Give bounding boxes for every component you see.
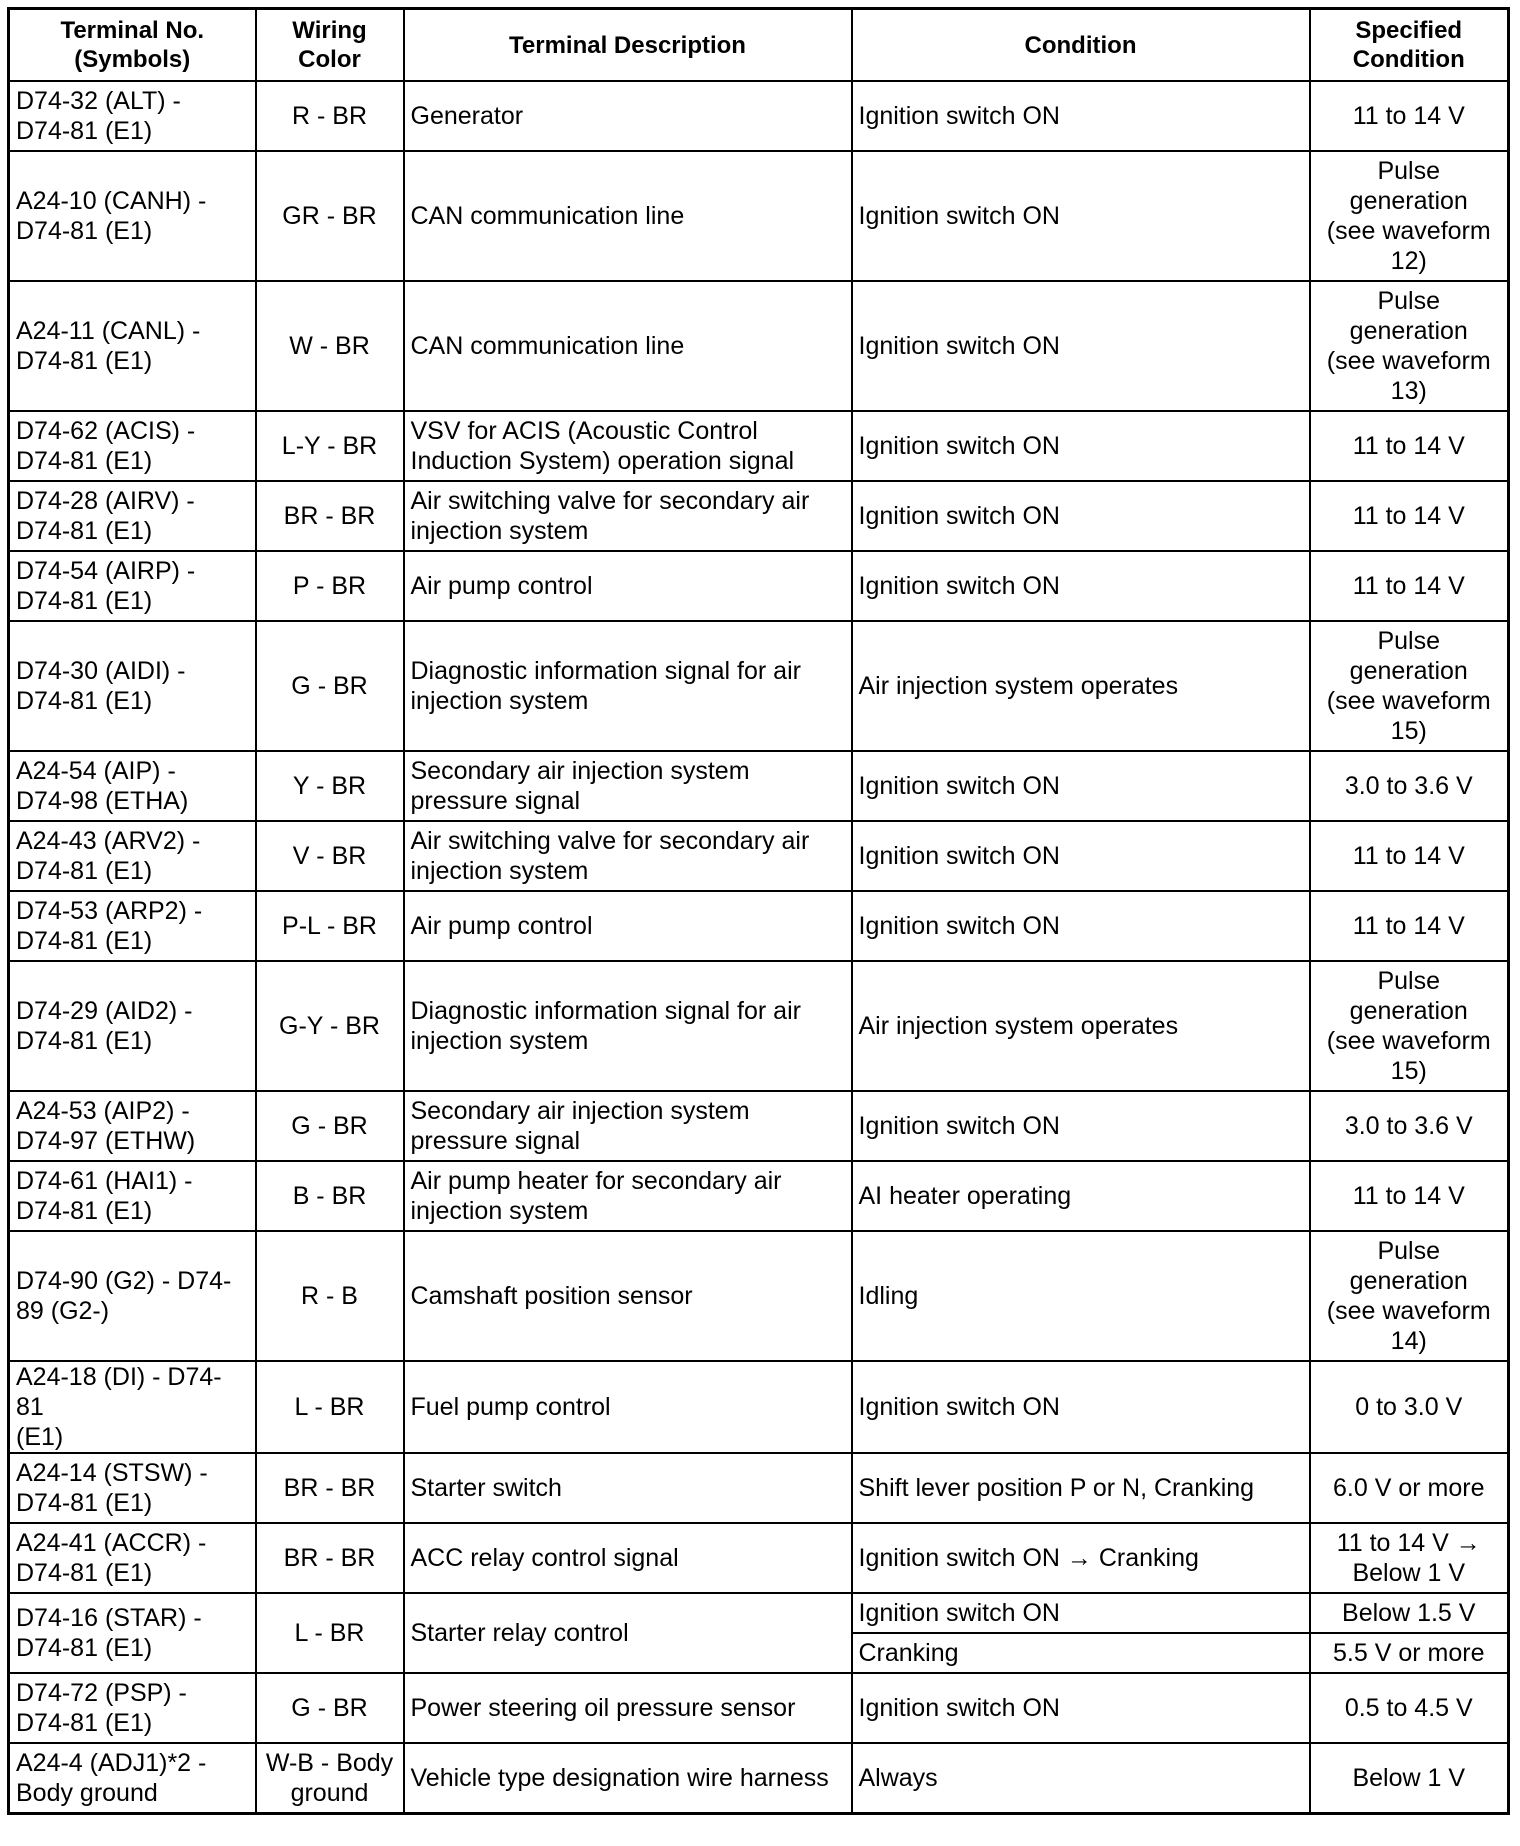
specified-condition-cell: Below 1 V [1310, 1743, 1509, 1814]
terminal-cell: A24-41 (ACCR) - D74-81 (E1) [9, 1523, 256, 1593]
header-terminal-description: Terminal Description [404, 9, 852, 82]
specified-condition-cell: 3.0 to 3.6 V [1310, 1091, 1509, 1161]
table-row [9, 751, 1509, 821]
table-row [9, 821, 1509, 891]
terminal-description-cell: Camshaft position sensor [404, 1231, 852, 1361]
terminal-cell: D74-28 (AIRV) - D74-81 (E1) [9, 481, 256, 551]
specified-condition-cell: Pulse generation (see waveform 15) [1310, 961, 1509, 1091]
terminal-description-cell: Vehicle type designation wire harness [404, 1743, 852, 1814]
condition-cell: Ignition switch ON [852, 1361, 1310, 1453]
table-row [9, 891, 1509, 961]
terminal-cell: D74-53 (ARP2) - D74-81 (E1) [9, 891, 256, 961]
terminal-cell: D74-90 (G2) - D74- 89 (G2-) [9, 1231, 256, 1361]
terminal-cell: D74-16 (STAR) - D74-81 (E1) [9, 1593, 256, 1673]
terminal-cell: A24-10 (CANH) - D74-81 (E1) [9, 151, 256, 281]
table-row [9, 151, 1509, 281]
condition-cell: Air injection system operates [852, 621, 1310, 751]
condition-cell: Always [852, 1743, 1310, 1814]
condition-cell: Ignition switch ON [852, 891, 1310, 961]
condition-cell: Shift lever position P or N, Cranking [852, 1453, 1310, 1523]
table-row [9, 1523, 1509, 1593]
header-wiring-color: Wiring Color [256, 9, 404, 82]
terminal-cell: D74-61 (HAI1) - D74-81 (E1) [9, 1161, 256, 1231]
wiring-color-cell: L - BR [256, 1361, 404, 1453]
condition-cell: Ignition switch ON [852, 411, 1310, 481]
wiring-color-cell: BR - BR [256, 481, 404, 551]
specified-condition-cell: 6.0 V or more [1310, 1453, 1509, 1523]
table-row [9, 961, 1509, 1091]
terminal-description-cell: Air switching valve for secondary air injection system [404, 481, 852, 551]
table-body [9, 81, 1509, 1814]
terminal-description-cell: Air pump control [404, 891, 852, 961]
specified-condition-cell: 11 to 14 V [1310, 481, 1509, 551]
wiring-color-cell: GR - BR [256, 151, 404, 281]
wiring-color-cell: G - BR [256, 1091, 404, 1161]
header-condition: Condition [852, 9, 1310, 82]
specified-condition-cell: 11 to 14 V [1310, 551, 1509, 621]
table-row [9, 281, 1509, 411]
wiring-color-cell: BR - BR [256, 1453, 404, 1523]
table-row [9, 81, 1509, 151]
specified-condition-cell: Pulse generation (see waveform 13) [1310, 281, 1509, 411]
terminal-cell: D74-54 (AIRP) - D74-81 (E1) [9, 551, 256, 621]
condition-cell: Ignition switch ON [852, 1673, 1310, 1743]
condition-cell: Air injection system operates [852, 961, 1310, 1091]
table-row [9, 481, 1509, 551]
terminal-description-cell: Air switching valve for secondary air injection system [404, 821, 852, 891]
condition-cell: Ignition switch ON → Cranking [852, 1523, 1310, 1593]
terminal-cell: D74-32 (ALT) - D74-81 (E1) [9, 81, 256, 151]
specified-condition-cell: 11 to 14 V [1310, 1161, 1509, 1231]
wiring-color-cell: G - BR [256, 1673, 404, 1743]
terminal-description-cell: Diagnostic information signal for air injection system [404, 961, 852, 1091]
wiring-color-cell: R - BR [256, 81, 404, 151]
specified-condition-cell: 0.5 to 4.5 V [1310, 1673, 1509, 1743]
wiring-color-cell: P-L - BR [256, 891, 404, 961]
specified-condition-cell: Pulse generation (see waveform 14) [1310, 1231, 1509, 1361]
wiring-color-cell: G - BR [256, 621, 404, 751]
wiring-color-cell: P - BR [256, 551, 404, 621]
terminal-spec-sheet [7, 7, 1510, 1815]
specified-condition-cell: Below 1.5 V [1310, 1593, 1509, 1633]
terminal-description-cell: Fuel pump control [404, 1361, 852, 1453]
specified-condition-cell: Pulse generation (see waveform 12) [1310, 151, 1509, 281]
condition-cell: Ignition switch ON [852, 551, 1310, 621]
specified-condition-cell: Pulse generation (see waveform 15) [1310, 621, 1509, 751]
wiring-color-cell: W-B - Body ground [256, 1743, 404, 1814]
terminal-description-cell: CAN communication line [404, 281, 852, 411]
wiring-color-cell: L-Y - BR [256, 411, 404, 481]
wiring-color-cell: R - B [256, 1231, 404, 1361]
condition-cell: Ignition switch ON [852, 1593, 1310, 1633]
condition-cell: Cranking [852, 1633, 1310, 1673]
terminal-cell: D74-29 (AID2) - D74-81 (E1) [9, 961, 256, 1091]
terminal-description-cell: VSV for ACIS (Acoustic Control Induction System) operation signal [404, 411, 852, 481]
terminal-description-cell: Air pump heater for secondary air injection system [404, 1161, 852, 1231]
specified-condition-cell: 11 to 14 V [1310, 411, 1509, 481]
table-row [9, 411, 1509, 481]
wiring-color-cell: B - BR [256, 1161, 404, 1231]
wiring-color-cell: V - BR [256, 821, 404, 891]
table-row [9, 1091, 1509, 1161]
wiring-color-cell: L - BR [256, 1593, 404, 1673]
terminal-cell: A24-54 (AIP) - D74-98 (ETHA) [9, 751, 256, 821]
table-row [9, 1453, 1509, 1523]
specified-condition-cell: 11 to 14 V [1310, 81, 1509, 151]
terminal-cell: A24-18 (DI) - D74-81 (E1) [9, 1361, 256, 1453]
condition-cell: Ignition switch ON [852, 81, 1310, 151]
terminal-cell: A24-14 (STSW) - D74-81 (E1) [9, 1453, 256, 1523]
specified-condition-cell: 0 to 3.0 V [1310, 1361, 1509, 1453]
specified-condition-cell: 11 to 14 V → Below 1 V [1310, 1523, 1509, 1593]
wiring-color-cell: W - BR [256, 281, 404, 411]
terminal-description-cell: Secondary air injection system pressure signal [404, 751, 852, 821]
table-row [9, 1231, 1509, 1361]
terminal-description-cell: Starter switch [404, 1453, 852, 1523]
terminal-cell: D74-30 (AIDI) - D74-81 (E1) [9, 621, 256, 751]
terminal-description-cell: CAN communication line [404, 151, 852, 281]
terminal-cell: D74-62 (ACIS) - D74-81 (E1) [9, 411, 256, 481]
header-terminal: Terminal No. (Symbols) [9, 9, 256, 82]
table-row [9, 1593, 1509, 1633]
wiring-color-cell: G-Y - BR [256, 961, 404, 1091]
condition-cell: Idling [852, 1231, 1310, 1361]
terminal-description-cell: Generator [404, 81, 852, 151]
header-specified-condition: Specified Condition [1310, 9, 1509, 82]
wiring-color-cell: BR - BR [256, 1523, 404, 1593]
header-row [9, 9, 1509, 82]
table-row [9, 1673, 1509, 1743]
terminal-description-cell: Air pump control [404, 551, 852, 621]
terminal-description-cell: Secondary air injection system pressure signal [404, 1091, 852, 1161]
terminal-table [7, 7, 1510, 1815]
condition-cell: AI heater operating [852, 1161, 1310, 1231]
terminal-description-cell: Power steering oil pressure sensor [404, 1673, 852, 1743]
terminal-description-cell: Starter relay control [404, 1593, 852, 1673]
specified-condition-cell: 5.5 V or more [1310, 1633, 1509, 1673]
condition-cell: Ignition switch ON [852, 821, 1310, 891]
terminal-description-cell: ACC relay control signal [404, 1523, 852, 1593]
condition-cell: Ignition switch ON [852, 281, 1310, 411]
wiring-color-cell: Y - BR [256, 751, 404, 821]
table-row [9, 621, 1509, 751]
terminal-cell: A24-43 (ARV2) - D74-81 (E1) [9, 821, 256, 891]
table-row [9, 1743, 1509, 1814]
condition-cell: Ignition switch ON [852, 751, 1310, 821]
table-row [9, 551, 1509, 621]
specified-condition-cell: 3.0 to 3.6 V [1310, 751, 1509, 821]
terminal-cell: A24-11 (CANL) - D74-81 (E1) [9, 281, 256, 411]
specified-condition-cell: 11 to 14 V [1310, 821, 1509, 891]
terminal-description-cell: Diagnostic information signal for air injection system [404, 621, 852, 751]
table-row [9, 1361, 1509, 1453]
terminal-cell: A24-4 (ADJ1)*2 - Body ground [9, 1743, 256, 1814]
terminal-cell: A24-53 (AIP2) - D74-97 (ETHW) [9, 1091, 256, 1161]
table-row [9, 1161, 1509, 1231]
condition-cell: Ignition switch ON [852, 481, 1310, 551]
terminal-cell: D74-72 (PSP) - D74-81 (E1) [9, 1673, 256, 1743]
condition-cell: Ignition switch ON [852, 1091, 1310, 1161]
condition-cell: Ignition switch ON [852, 151, 1310, 281]
specified-condition-cell: 11 to 14 V [1310, 891, 1509, 961]
